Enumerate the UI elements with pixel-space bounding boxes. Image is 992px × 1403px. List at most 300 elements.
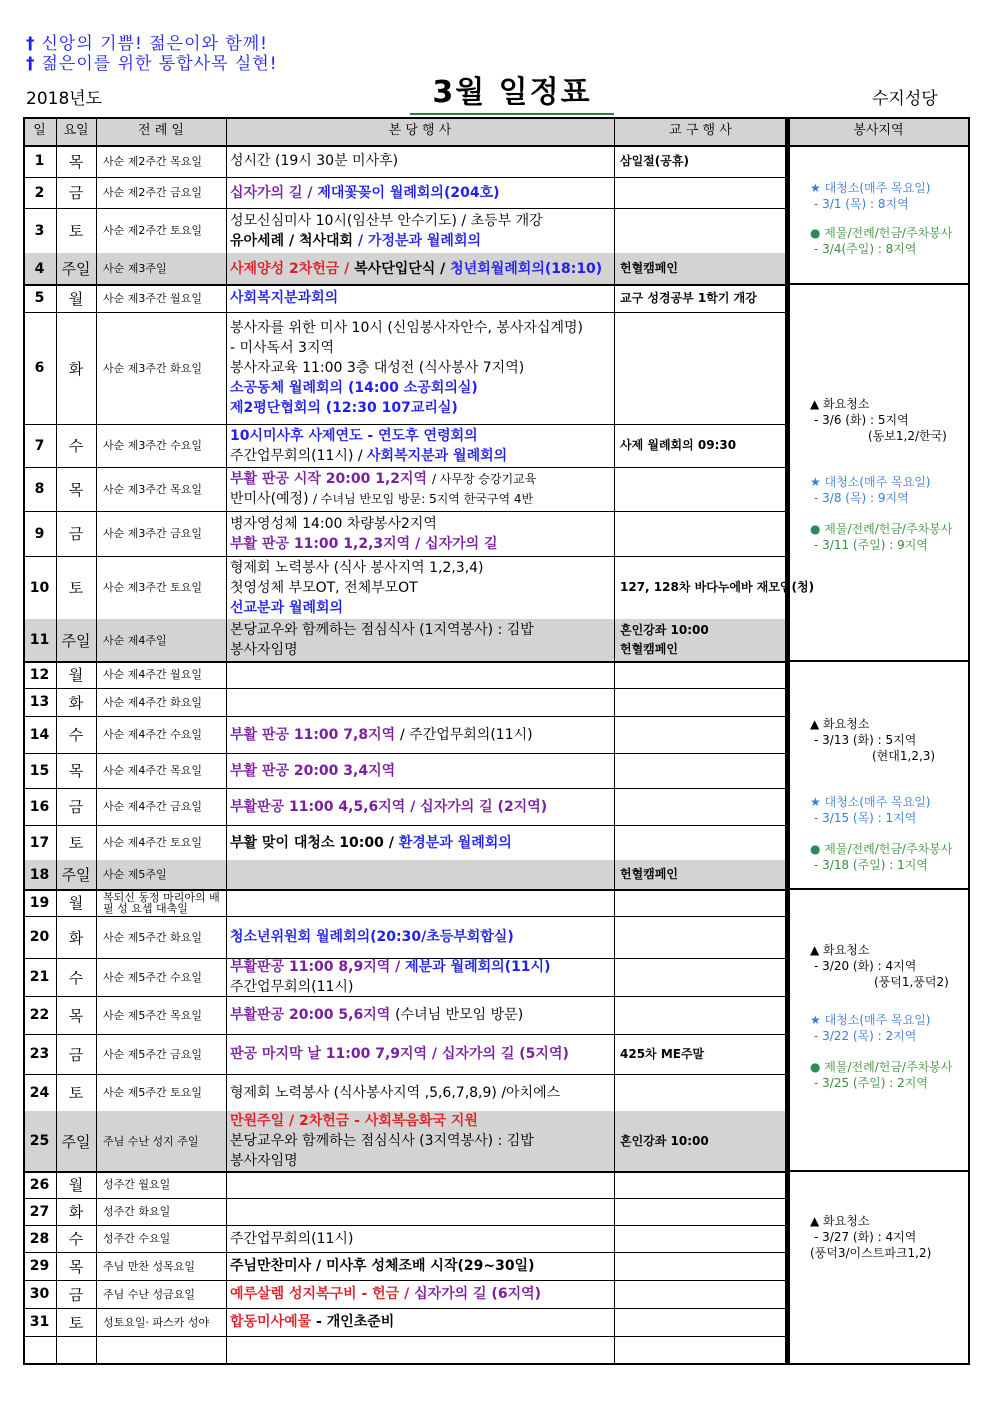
liturgical-day: 사순 제4주일 — [103, 633, 167, 647]
event-line — [230, 1044, 569, 1064]
service-line — [810, 1245, 931, 1261]
day-number: 11 — [29, 632, 50, 648]
event-text: (수녀님 반모임 방문) — [395, 1007, 524, 1023]
service-text: (풍덕1,풍덕2) — [874, 975, 949, 989]
table-header — [23, 117, 970, 145]
table-row — [23, 619, 787, 661]
day-of-week: 토 — [68, 834, 84, 852]
service-line — [810, 942, 869, 958]
event-text: 소공동체 월례회의 (14:00 소공회의실) — [230, 380, 478, 396]
event-line — [230, 1312, 394, 1332]
event-line — [230, 446, 507, 466]
service-line — [868, 428, 947, 444]
col-service-area: 봉사지역 — [853, 123, 904, 138]
event-line — [230, 1111, 478, 1131]
event-text: 부활판공 20:00 5,6지역 — [230, 1007, 396, 1023]
day-of-week: 금 — [68, 798, 84, 816]
service-group-divider — [787, 660, 970, 662]
triangle-icon: ▲ — [810, 397, 824, 411]
liturgical-day: 사순 제4주간 화요일 — [103, 695, 202, 709]
day-of-week: 화 — [68, 693, 84, 712]
event-line — [230, 514, 437, 534]
circle-icon: ● — [810, 1060, 825, 1074]
parish-events — [226, 145, 614, 177]
diocese-events — [614, 716, 787, 753]
table-row — [23, 511, 787, 556]
day-of-week: 수 — [68, 437, 84, 455]
event-line — [230, 1256, 535, 1276]
service-text: 제물/전례/헌금/주차봉사 — [824, 842, 953, 856]
table-row — [23, 1225, 787, 1252]
day-number: 8 — [34, 481, 45, 497]
liturgical-day: 주님 만찬 성목요일 — [103, 1259, 196, 1273]
service-line — [810, 1012, 931, 1028]
event-text: 본당교우와 함께하는 점심식사 (1지역봉사) : 김밥 — [230, 622, 534, 638]
service-text: 대청소(매주 목요일) — [824, 475, 931, 489]
diocese-event-text: 교구 성경공부 1학기 개강 — [620, 290, 757, 305]
day-number: 31 — [29, 1314, 50, 1330]
diocese-event-text: 헌혈캠페인 — [620, 867, 678, 881]
table-row — [23, 1252, 787, 1280]
day-of-week: 월 — [68, 1176, 84, 1194]
liturgical-day: 사순 제4주간 금요일 — [103, 800, 202, 813]
liturgical-day: 사순 제3주간 월요일 — [103, 291, 202, 305]
day-number: 20 — [29, 929, 50, 945]
event-line — [230, 640, 298, 660]
liturgical-day: 사순 제2주간 목요일 — [103, 154, 202, 168]
parish-events — [226, 284, 614, 312]
event-text: 청년회월례회의(18:10) — [450, 260, 603, 277]
event-text: 십자가의 길 (6지역) — [414, 1286, 542, 1302]
event-line — [230, 761, 395, 781]
service-text: 대청소(매주 목요일) — [824, 1013, 931, 1027]
diocese-event-text: 삼일절(공휴) — [620, 153, 689, 168]
col-dow: 요일 — [63, 123, 89, 138]
liturgical-day: 성토요일· 파스카 성야 — [103, 1315, 210, 1329]
event-text: 반미사(예정) — [230, 491, 313, 507]
parish-events — [226, 424, 614, 467]
event-line — [230, 288, 338, 308]
liturgical-day: 성주간 월요일 — [103, 1178, 171, 1191]
parish-events — [226, 860, 614, 889]
parish-events — [226, 177, 614, 208]
parish-events — [226, 556, 614, 619]
diocese-events — [614, 860, 787, 889]
event-line — [230, 725, 533, 745]
day-of-week: 토 — [68, 1313, 84, 1332]
diocese-events — [614, 177, 787, 208]
day-of-week: 월 — [68, 289, 84, 308]
parish-events — [226, 889, 614, 916]
liturgical-day: 사순 제5주간 목요일 — [103, 1008, 202, 1022]
service-text: - 3/13 (화) : 5지역 — [814, 733, 917, 747]
slogan-line-2 — [26, 49, 278, 74]
table-row — [23, 208, 787, 253]
service-text: 화요청소 — [823, 397, 870, 411]
star-icon: ★ — [810, 181, 825, 195]
service-line — [814, 241, 917, 257]
event-line — [230, 183, 500, 203]
day-number: 17 — [29, 834, 50, 851]
parish-events — [226, 916, 614, 958]
service-text: - 3/25 (주일) : 2지역 — [814, 1076, 928, 1090]
parish-events — [226, 253, 614, 284]
parish-events — [226, 788, 614, 825]
parish-events — [226, 511, 614, 556]
day-of-week: 주일 — [61, 1132, 91, 1151]
event-line — [230, 1229, 353, 1249]
diocese-events — [614, 145, 787, 177]
day-of-week: 화 — [68, 1203, 84, 1221]
service-line — [810, 794, 931, 810]
event-text: 선교분과 월례회의 — [230, 599, 344, 616]
day-number: 2 — [34, 184, 45, 201]
column-divider — [56, 117, 57, 1365]
liturgical-day: 사순 제2주간 토요일 — [103, 224, 202, 237]
service-line — [814, 810, 916, 826]
parish-events — [226, 958, 614, 996]
parish-events — [226, 1111, 614, 1171]
diocese-event-text: 혼인강좌 10:00 — [620, 1133, 709, 1148]
diocese-events — [614, 688, 787, 716]
service-line — [814, 1028, 916, 1044]
diocese-events — [614, 467, 787, 511]
parish-events — [226, 661, 614, 688]
event-line — [230, 469, 536, 489]
day-of-week: 목 — [68, 152, 84, 171]
event-text: - 개인초준비 — [316, 1314, 395, 1330]
event-line — [230, 1131, 534, 1151]
day-number: 3 — [34, 222, 45, 239]
event-text: 사회복지분과회의 — [230, 290, 339, 306]
cross-icon: † — [26, 34, 36, 54]
diocese-events — [614, 312, 787, 424]
parish-events — [226, 1198, 614, 1225]
table-row — [23, 860, 787, 889]
event-line — [230, 151, 398, 171]
event-text: 복사단입단식 / — [354, 260, 451, 277]
service-line — [814, 1229, 916, 1245]
day-of-week: 금 — [68, 525, 84, 543]
circle-icon: ● — [810, 226, 825, 240]
table-row — [23, 788, 787, 825]
diocese-events — [614, 556, 815, 619]
event-text: 유아세례 / 척사대회 — [230, 232, 358, 249]
liturgical-day: 사순 제5주간 화요일 — [103, 930, 202, 944]
event-line — [230, 338, 334, 358]
table-row — [23, 688, 787, 716]
service-line — [810, 180, 931, 196]
event-line — [230, 578, 418, 598]
table-row — [23, 284, 787, 312]
table-row — [23, 889, 787, 916]
event-text: 주간업무회의(11시) — [230, 979, 354, 995]
event-text: 부활판공 11:00 4,5,6지역 / 십자가의 길 (2지역) — [230, 798, 548, 815]
service-text: (동보1,2/한국) — [868, 429, 947, 443]
event-text: 부활 판공 11:00 1,2,3지역 / 십자가의 길 — [230, 535, 498, 552]
day-of-week: 금 — [68, 184, 84, 202]
service-text: 화요청소 — [823, 717, 870, 731]
diocese-events — [614, 661, 787, 688]
col-liturgy: 전 례 일 — [138, 123, 184, 138]
diocese-event-text: 사제 월례회의 09:30 — [620, 438, 737, 452]
triangle-icon: ▲ — [810, 1214, 824, 1228]
event-text: 사제양성 2차헌금 / — [230, 260, 355, 277]
liturgical-day: 사순 제2주간 금요일 — [103, 186, 202, 199]
day-number: 25 — [29, 1133, 50, 1149]
service-line — [814, 196, 909, 212]
day-number: 5 — [34, 290, 45, 306]
service-text: - 3/6 (화) : 5지역 — [814, 413, 909, 427]
col-day: 일 — [33, 123, 46, 138]
day-number: 1 — [34, 153, 45, 169]
event-line — [230, 489, 533, 509]
table-row — [23, 467, 787, 511]
service-text: 대청소(매주 목요일) — [824, 181, 931, 195]
table-row — [23, 253, 787, 284]
triangle-icon: ▲ — [810, 943, 824, 957]
day-of-week: 목 — [68, 1006, 84, 1025]
event-line — [230, 1005, 523, 1025]
diocese-events — [614, 511, 787, 556]
service-text: (풍덕3/이스트파크1,2) — [810, 1246, 932, 1260]
service-text: - 3/4(주일) : 8지역 — [814, 242, 917, 256]
day-number: 30 — [29, 1286, 50, 1302]
service-text: 제물/전례/헌금/주차봉사 — [824, 522, 953, 536]
day-of-week: 목 — [68, 480, 84, 499]
liturgical-day: 주님 수난 성금요일 — [103, 1287, 196, 1301]
day-of-week: 수 — [68, 968, 84, 987]
parish-events — [226, 467, 614, 511]
diocese-events — [614, 1171, 787, 1198]
event-text: 만원주일 / 2차헌금 - 사회복음화국 지원 — [230, 1113, 478, 1129]
diocese-events — [614, 1280, 787, 1308]
circle-icon: ● — [810, 842, 825, 856]
event-line — [230, 378, 478, 398]
service-group-divider — [787, 888, 970, 890]
table-row — [23, 1308, 787, 1336]
day-of-week: 토 — [68, 1084, 84, 1102]
event-text: 주님만찬미사 / 미사후 성체조배 시작(29~30일) — [230, 1258, 535, 1274]
diocese-event-text: 혼인강좌 10:00 — [620, 623, 709, 637]
event-text: 성모신심미사 10시(임산부 안수기도) / 초등부 개강 — [230, 212, 543, 229]
day-of-week: 목 — [68, 1257, 84, 1276]
service-line — [810, 1059, 952, 1075]
event-line — [230, 211, 543, 231]
parish-events — [226, 1280, 614, 1308]
parish-events — [226, 1252, 614, 1280]
event-text: / 가정분과 월례회의 — [357, 232, 481, 249]
diocese-events — [614, 958, 787, 996]
day-of-week: 주일 — [61, 260, 91, 278]
event-text: 부활 판공 11:00 7,8지역 — [230, 726, 401, 743]
event-text: / 사무장 승강기교육 — [431, 472, 537, 486]
liturgical-day: 사순 제3주간 목요일 — [103, 482, 202, 496]
table-row — [23, 1074, 787, 1111]
service-text: - 3/20 (화) : 4지역 — [814, 959, 917, 973]
event-text: 제대꽃꽂이 월례회의(204호) — [317, 184, 500, 201]
service-text: 제물/전례/헌금/주차봉사 — [824, 1060, 953, 1074]
parish-events — [226, 312, 614, 424]
event-text: 부활 판공 시작 20:00 1,2지역 — [230, 471, 432, 487]
diocese-events — [614, 1111, 787, 1171]
liturgical-day: 성주간 화요일 — [103, 1205, 171, 1218]
service-text: 제물/전례/헌금/주차봉사 — [824, 226, 953, 240]
column-divider — [96, 117, 97, 1365]
event-text: 제2평단협회의 (12:30 107교리실) — [230, 400, 458, 416]
event-text: 10시미사후 사제연도 - 연도후 연령회의 — [230, 427, 478, 444]
event-text: 주간업무회의(11시) / — [230, 447, 368, 464]
diocese-events — [614, 916, 787, 958]
service-text: - 3/11 (주일) : 9지역 — [814, 538, 928, 552]
liturgical-day: 사순 제5주간 수요일 — [103, 970, 202, 984]
day-of-week: 금 — [68, 1285, 84, 1304]
event-line — [230, 558, 484, 578]
event-line — [230, 797, 547, 817]
table-row — [23, 996, 787, 1034]
row-divider — [23, 1336, 787, 1337]
event-text: 봉사자임명 — [230, 1153, 298, 1169]
header-divider — [23, 145, 970, 147]
col-parish-events: 본 당 행 사 — [388, 123, 452, 138]
table-row — [23, 1280, 787, 1308]
event-line — [230, 1083, 560, 1103]
event-line — [230, 598, 343, 618]
slogan-text-2: 젊은이를 위한 통합사목 실현! — [41, 54, 278, 74]
event-text: 주간업무회의(11시) — [230, 1230, 354, 1247]
event-text: 청소년위원회 월례회의(20:30/초등부회합실) — [230, 929, 514, 945]
day-of-week: 수 — [68, 726, 84, 744]
service-line — [810, 841, 952, 857]
table-row — [23, 312, 787, 424]
event-text: 합동미사예물 — [230, 1314, 317, 1330]
event-line — [230, 426, 478, 446]
event-text: 봉사자를 위한 미사 10시 (신임봉사자안수, 봉사자십계명) — [230, 320, 583, 336]
liturgical-day: 사순 제4주간 목요일 — [103, 764, 202, 777]
event-text: 십자가의 길 / — [230, 184, 318, 201]
day-of-week: 화 — [68, 359, 84, 378]
parish-events — [226, 716, 614, 753]
service-line — [810, 1213, 869, 1229]
day-of-week: 월 — [68, 894, 84, 912]
page-title: 3월 일정표 — [410, 67, 614, 115]
table-row — [23, 916, 787, 958]
star-icon: ★ — [810, 795, 825, 809]
day-number: 24 — [29, 1084, 50, 1101]
event-text: 부활판공 11:00 8,9지역 / — [230, 959, 406, 975]
parish-events — [226, 825, 614, 860]
event-text: / 수녀님 반모임 방문: 5지역 한국구역 4반 — [313, 492, 534, 506]
service-line — [814, 1075, 928, 1091]
table-row — [23, 177, 787, 208]
liturgical-day: 사순 제4주간 토요일 — [103, 836, 202, 849]
day-number: 16 — [29, 798, 50, 815]
table-row — [23, 753, 787, 788]
day-number: 4 — [34, 260, 45, 277]
event-text: 형제회 노력봉사 (식사봉사지역 ,5,6,7,8,9) /아치에스 — [230, 1084, 561, 1101]
day-of-week: 목 — [68, 762, 84, 780]
table-row — [23, 1111, 787, 1171]
parish-events — [226, 753, 614, 788]
table-row — [23, 1034, 787, 1074]
parish-name: 수지성당 — [872, 89, 938, 109]
parish-events — [226, 688, 614, 716]
column-divider — [226, 117, 227, 1365]
event-text: 형제회 노력봉사 (식사 봉사지역 1,2,3,4) — [230, 559, 484, 576]
service-line — [814, 412, 909, 428]
service-line — [810, 716, 869, 732]
service-line — [810, 521, 952, 537]
column-divider — [614, 117, 615, 1365]
day-of-week: 주일 — [61, 631, 91, 650]
event-line — [230, 358, 524, 378]
liturgical-day: 주님 수난 성지 주일 — [103, 1134, 199, 1148]
service-line — [814, 537, 928, 553]
event-text: 부활 맞이 대청소 10:00 / — [230, 834, 399, 851]
diocese-events — [614, 825, 787, 860]
diocese-events — [614, 284, 787, 312]
event-line — [230, 534, 498, 554]
diocese-event-text: 127, 128차 바다누에바 재모임(청) — [620, 580, 815, 594]
col-diocese-events: 교 구 행 사 — [669, 123, 732, 138]
service-line — [814, 958, 916, 974]
table-row — [23, 958, 787, 996]
service-text: 대청소(매주 목요일) — [824, 795, 931, 809]
day-number: 28 — [29, 1230, 50, 1247]
day-number: 19 — [29, 894, 50, 911]
event-text: 사회복지분과 월례회의 — [367, 447, 508, 464]
diocese-events — [614, 889, 787, 916]
star-icon: ★ — [810, 1013, 825, 1027]
service-line — [872, 748, 935, 764]
diocese-events — [614, 1198, 787, 1225]
day-number: 15 — [29, 762, 50, 779]
event-text: - 미사독서 3지역 — [230, 340, 335, 356]
parish-events — [226, 619, 614, 661]
table-row — [23, 716, 787, 753]
event-text: 봉사자교육 11:00 3층 대성전 (식사봉사 7지역) — [230, 360, 525, 376]
slogan-text-1: 신앙의 기쁨! 젊은이와 함께! — [41, 34, 268, 54]
service-text: - 3/27 (화) : 4지역 — [814, 1230, 917, 1244]
diocese-events — [614, 996, 787, 1034]
schedule-table — [23, 117, 970, 1365]
day-number: 9 — [34, 525, 45, 542]
service-text: - 3/22 (목) : 2지역 — [814, 1029, 917, 1043]
liturgical-day: 복되신 동정 마리아의 배필 성 요셉 대축일 — [103, 890, 220, 915]
parish-events — [226, 1074, 614, 1111]
parish-events — [226, 1308, 614, 1336]
cross-icon: † — [26, 54, 36, 74]
service-text: - 3/18 (주일) : 1지역 — [814, 858, 928, 872]
event-line — [230, 957, 550, 977]
event-line — [230, 398, 458, 418]
liturgical-day: 사순 제5주간 금요일 — [103, 1047, 202, 1061]
event-text: / 주간업무회의(11시) — [400, 726, 533, 743]
diocese-events — [614, 253, 787, 284]
service-group-divider — [787, 283, 970, 285]
day-of-week: 토 — [68, 579, 84, 597]
diocese-events — [614, 1308, 787, 1336]
diocese-events — [614, 1252, 787, 1280]
event-line — [230, 231, 481, 251]
event-text: 봉사자임명 — [230, 642, 298, 658]
event-line — [230, 620, 534, 640]
event-line — [230, 259, 602, 279]
parish-events — [226, 996, 614, 1034]
day-number: 6 — [34, 360, 45, 376]
event-text: 환경분과 월례회의 — [398, 834, 512, 851]
table-row — [23, 661, 787, 688]
